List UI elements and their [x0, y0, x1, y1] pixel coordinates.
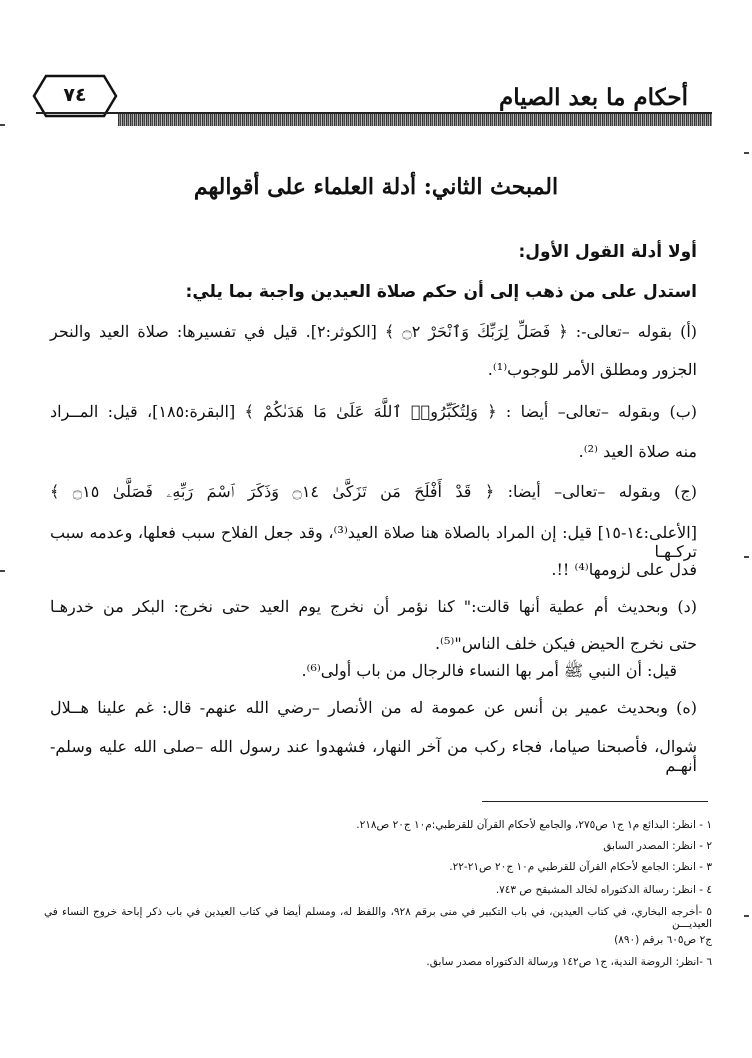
section-title: المبحث الثاني: أدلة العلماء على أقوالهم: [193, 174, 559, 200]
body-line-b2: منه صلاة العيد ⁽²⁾.: [578, 442, 697, 461]
footnote-3: ٣ - انظر: الجامع لأحكام القرآن للقرطبي م١٠ ج٢٠ ص٢١-٢٢.: [449, 861, 712, 873]
footnote-2: ٢ - انظر: المصدر السابق: [603, 840, 712, 852]
footnote-6: ٦ -انظر: الروضة الندية، ج١ ص١٤٢ ورسالة الدكتوراه مصدر سابق.: [426, 956, 712, 968]
scan-speck: [0, 124, 5, 126]
intro-line: استدل على من ذهب إلى أن حكم صلاة العيدين واجبة بما يلي:: [185, 282, 697, 302]
body-line-e1: (ه) وبحديث عمير بن أنس عن عمومة له من الأنصار –رضي الله عنهم- قال: غم علينا هــلال: [50, 698, 697, 717]
body-line-d2: حتى نخرج الحيض فيكن خلف الناس"⁽⁵⁾.: [434, 634, 697, 653]
body-line-c1: (ج) وبقوله –تعالى– أيضا: ﴿ قَدْ أَفْلَحَ مَن تَزَكَّىٰ ۝١٤ وَذَكَرَ ٱسْمَ رَبِّهِۦ فَصَلَّىٰ ۝١٥ ﴾: [50, 482, 697, 501]
header-divider-band: [118, 114, 712, 126]
footnote-5: ٥ -أخرجه البخاري، في كتاب العيدين، في باب التكبير في منى برقم ٩٢٨، واللفظ له، ومسلم أيضا في كتاب العيدين في باب ذكر إباحة خروج النساء في العيديـــن: [44, 906, 713, 930]
body-line-b1: (ب) وبقوله –تعالى– أيضا : ﴿ وَلِتُكَبِّرُوا۟ ٱللَّهَ عَلَىٰ مَا هَدَىٰكُمْ ﴾ [البقرة:١٨٥]، قيل: المــراد: [50, 402, 698, 421]
footnote-5-continued: ج٢ ص٦٠٥ برقم (٨٩٠): [614, 934, 712, 946]
footnote-1: ١ - انظر: البدائع م١ ج١ ص٢٧٥، والجامع لأحكام القرآن للقرطبي:م١٠ ج٢٠ ص٢١٨.: [356, 819, 712, 831]
body-line-d3: قيل: أن النبي ﷺ أمر بها النساء فالرجال من باب أولى⁽⁶⁾.: [301, 661, 677, 680]
scan-speck: [744, 556, 749, 558]
footnote-4: ٤ - انظر: رسالة الدكتوراه لخالد المشيقح ص ٧٤٣.: [495, 884, 712, 896]
scan-speck: [744, 915, 749, 917]
footnote-divider: [482, 801, 708, 802]
body-line-a1: (أ) بقوله –تعالى-: ﴿ فَصَلِّ لِرَبِّكَ وَٱنْحَرْ ۝٢ ﴾ [الكوثر:٢]. قيل في تفسيرها: صلاة العيد والنحر: [50, 322, 698, 341]
body-line-c3: فدل على لزومها⁽⁴⁾ !!.: [551, 560, 697, 579]
subsection-heading: أولا أدلة القول الأول:: [518, 242, 697, 262]
body-line-c2: [الأعلى:١٤-١٥] قيل: إن المراد بالصلاة هنا صلاة العيد⁽³⁾، وقد جعل الفلاح سبب فعلها، وعدمه سبب تركـهـا: [50, 523, 697, 561]
body-line-e2: شوال، فأصبحنا صياما، فجاء ركب من آخر النهار، فشهدوا عند رسول الله –صلى الله عليه وسلم- أنهـم: [50, 737, 697, 775]
body-line-d1: (د) وبحديث أم عطية أنها قالت:" كنا نؤمر أن نخرج يوم العيد حتى نخرج: البكر من خدرهـا: [50, 597, 697, 616]
body-line-a2: الجزور ومطلق الأمر للوجوب⁽¹⁾.: [487, 360, 697, 379]
scan-speck: [744, 152, 749, 154]
scan-speck: [0, 570, 5, 572]
running-header-title: أحكام ما بعد الصيام: [498, 84, 688, 111]
page-number: ٧٤: [63, 84, 87, 106]
